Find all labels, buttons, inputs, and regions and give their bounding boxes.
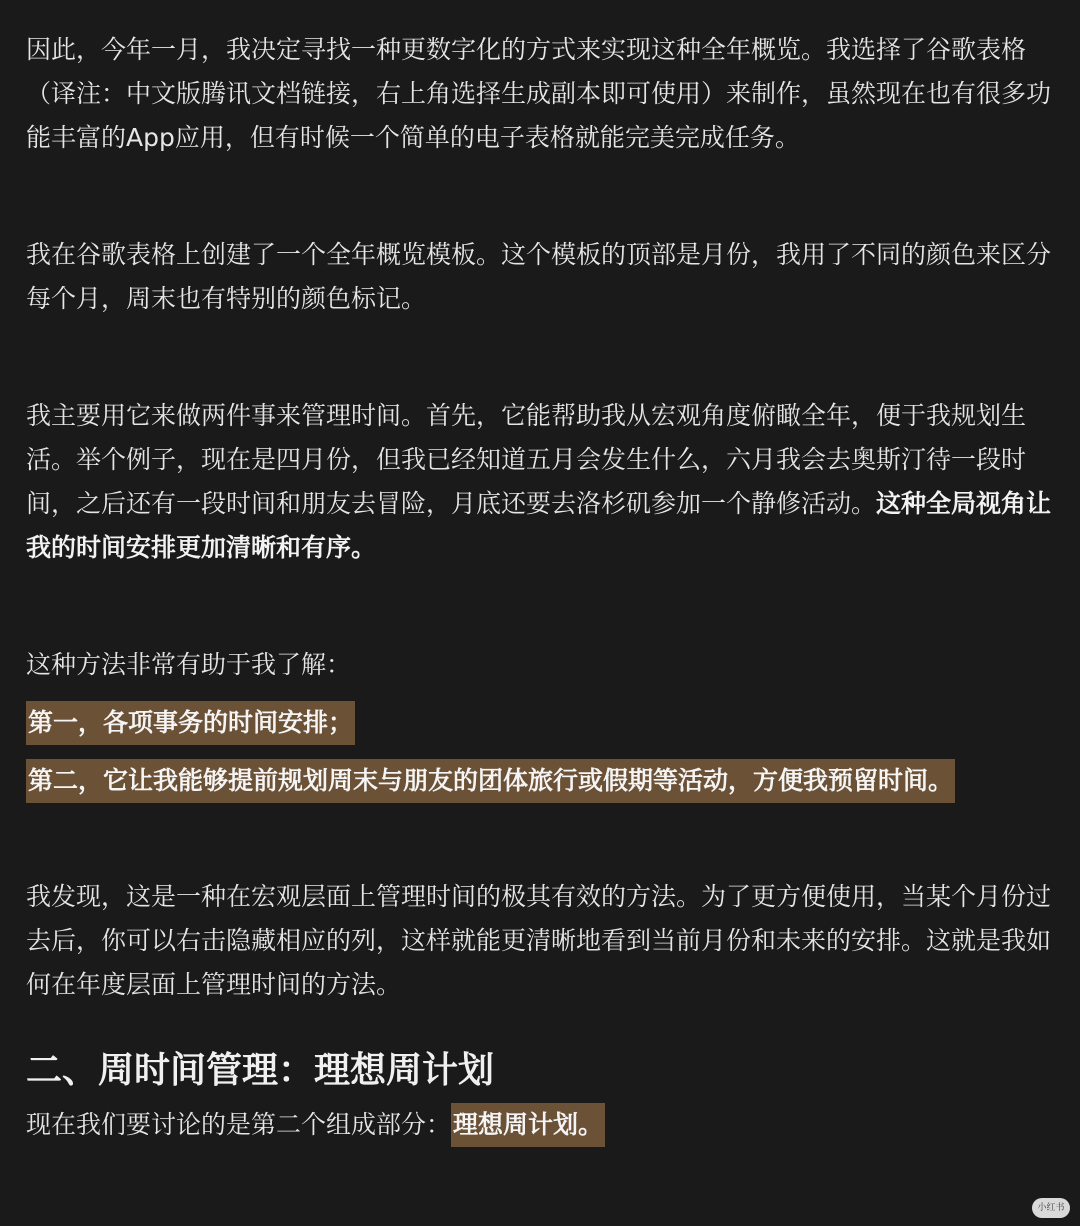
watermark-badge: 小红书 <box>1032 1198 1070 1218</box>
highlight-text-1: 第一，各项事务的时间安排； <box>26 701 355 745</box>
paragraph-3 <box>26 394 1070 570</box>
highlight-line-1 <box>26 701 1070 745</box>
highlight-line-2 <box>26 759 1070 803</box>
section-heading: 二、周时间管理：理想周计划 <box>26 1050 495 1091</box>
spacer <box>26 803 1070 875</box>
spacer <box>26 321 1070 394</box>
paragraph-2: 我在谷歌表格上创建了一个全年概览模板。这个模板的顶部是月份，我用了不同的颜色来区分每个月，周末也有特别的颜色标记。 <box>26 240 1052 313</box>
paragraph-3-text: 我主要用它来做两件事来管理时间。首先，它能帮助我从宏观角度俯瞰全年，便于我规划生活。举个例子，现在是四月份，但我已经知道五月会发生什么，六月我会去奥斯汀待一段时间，之后还有一段时间和朋友去冒险，月底还要去洛杉矶参加一个静修活动。 <box>26 401 1027 518</box>
paragraph-6-highlight: 理想周计划。 <box>451 1103 605 1147</box>
highlight-text-2: 第二，它让我能够提前规划周末与朋友的团体旅行或假期等活动，方便我预留时间。 <box>26 759 955 803</box>
paragraph-1: 因此，今年一月，我决定寻找一种更数字化的方式来实现这种全年概览。我选择了谷歌表格（译注：中文版腾讯文档链接，右上角选择生成副本即可使用）来制作，虽然现在也有很多功能丰富的App应用，但有时候一个简单的电子表格就能完美完成任务。 <box>26 35 1052 152</box>
article-body <box>26 28 1070 1147</box>
paragraph-6 <box>26 1103 1070 1147</box>
paragraph-6-text: 现在我们要讨论的是第二个组成部分： <box>26 1110 452 1139</box>
spacer <box>26 160 1070 233</box>
spacer <box>26 570 1070 643</box>
paragraph-4: 这种方法非常有助于我了解： <box>26 650 352 679</box>
paragraph-5: 我发现，这是一种在宏观层面上管理时间的极其有效的方法。为了更方便使用，当某个月份过去后，你可以右击隐藏相应的列，这样就能更清晰地看到当前月份和未来的安排。这就是我如何在年度层面上管理时间的方法。 <box>26 882 1052 999</box>
paragraph-3-bold-text: 这种全局视角让我的时间安排更加清晰和有序。 <box>26 489 1052 562</box>
